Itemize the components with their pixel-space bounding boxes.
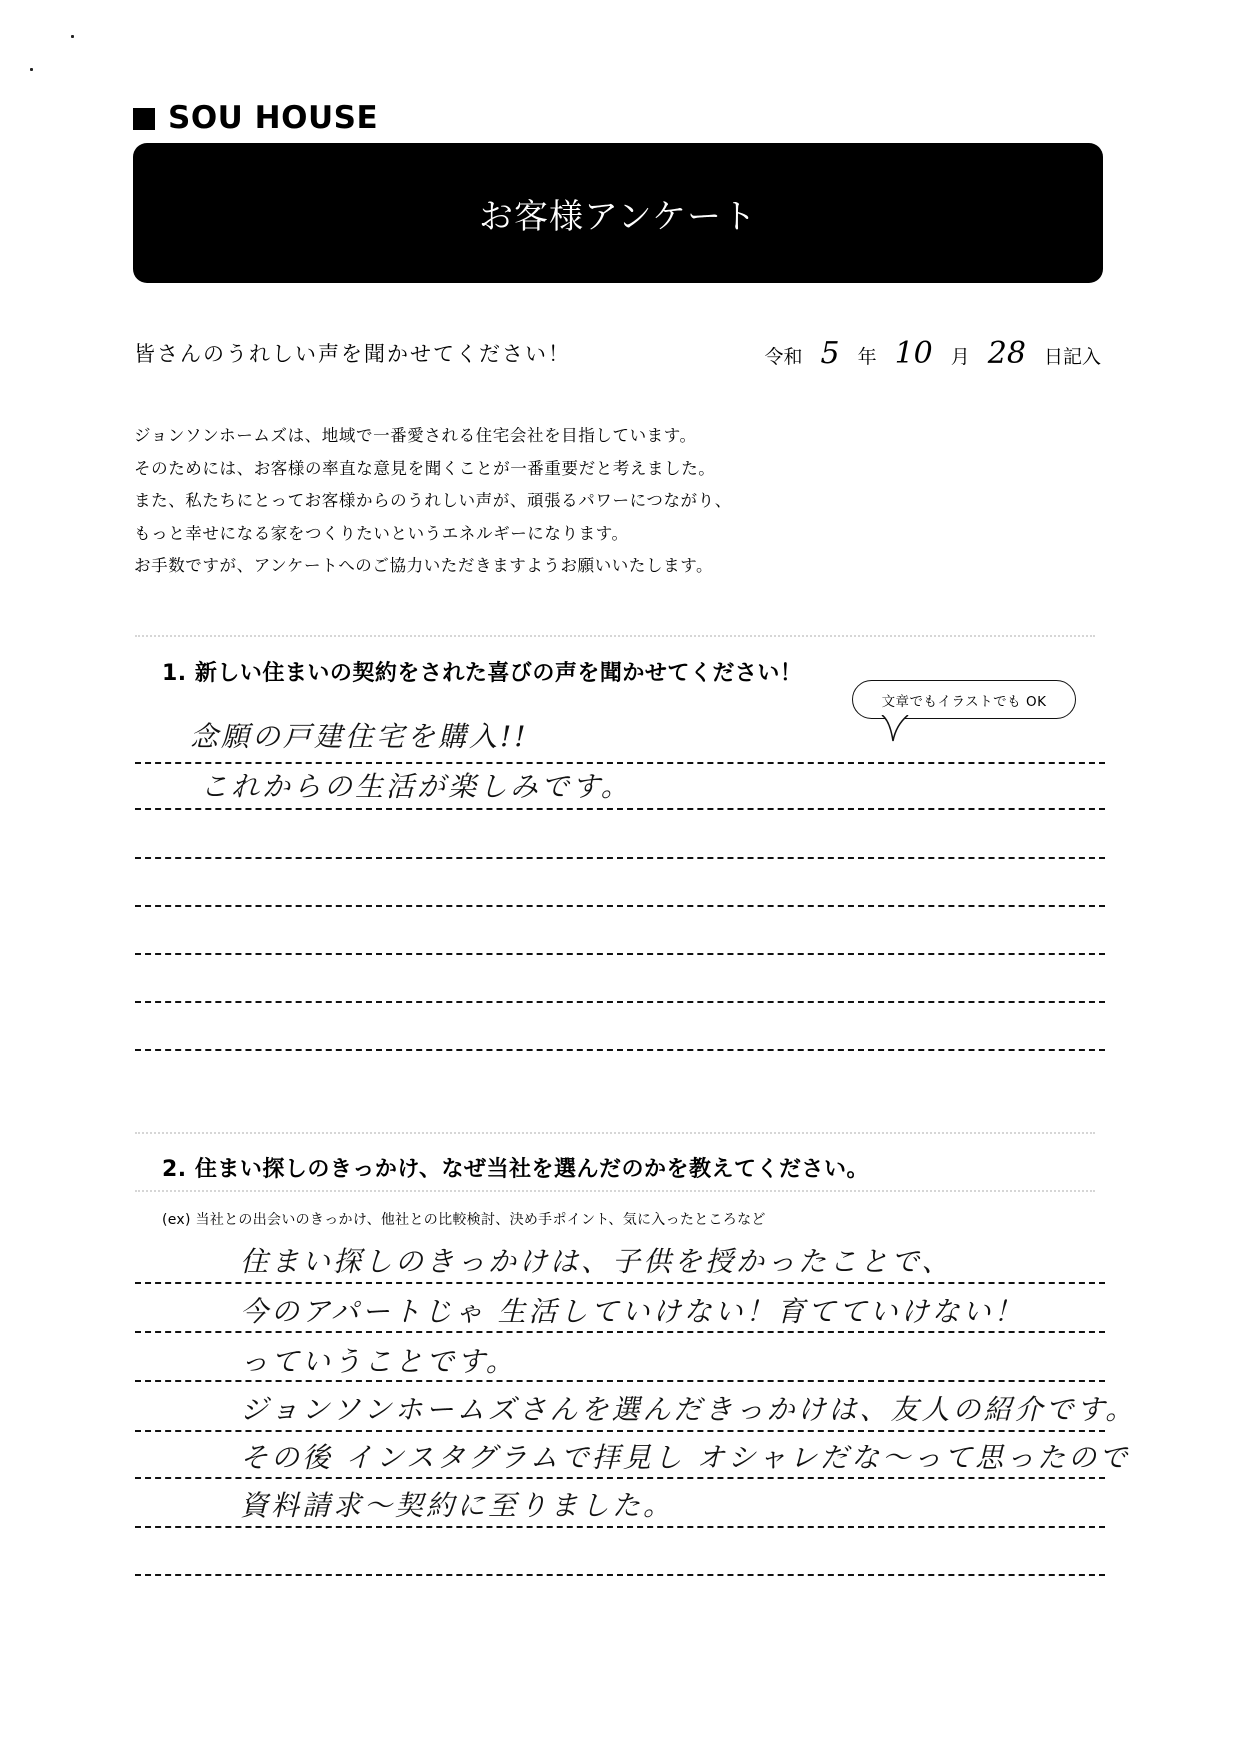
answer-rule [135,1380,1105,1382]
intro-line: もっと幸せになる家をつくりたいというエネルギーになります。 [134,523,629,543]
question-2-answer-line[interactable]: 今のアパートじゃ 生活していけない！育てていけない！ [240,1295,1025,1328]
intro-line: ジョンソンホームズは、地域で一番愛される住宅会社を目指しています。 [134,426,697,445]
answer-rule [135,1282,1105,1284]
date-era: 令和 [764,346,803,368]
answer-rule [135,762,1105,764]
scan-speck [30,68,33,71]
answer-rule [135,1331,1105,1333]
question-2-answer-line[interactable]: ジョンソンホームズさんを選んだきっかけは、友人の紹介です。 [240,1393,1137,1426]
lead-text: 皆さんのうれしい声を聞かせてください！ [134,342,571,366]
question-2-answer-line[interactable]: 住まい探しのきっかけは、子供を授かったことで、 [240,1245,953,1278]
answer-rule [135,857,1105,859]
answer-rule [135,953,1105,955]
brand-name: SOU HOUSE [168,100,379,136]
scan-speck [71,35,74,38]
question-2-answer-line[interactable]: っていうことです。 [240,1345,517,1378]
hint-text: 文章でもイラストでも OK [881,693,1047,710]
answer-rule [135,905,1105,907]
section-divider [135,1132,1095,1134]
question-2-answer-line[interactable]: その後 インスタグラムで拝見し オシャレだな〜って思ったので [240,1441,1131,1474]
question-1-title: 1. 新しい住まいの契約をされた喜びの声を聞かせてください！ [162,661,803,686]
date-month-label: 月 [950,346,970,368]
intro-paragraph [134,420,732,583]
answer-rule [135,1574,1105,1576]
question-2-title: 2. 住まい探しのきっかけ、なぜ当社を選んだのかを教えてください。 [162,1157,869,1182]
answer-rule [135,1430,1105,1432]
date-field [764,336,1101,371]
answer-rule [135,808,1105,810]
brand-logo-icon [133,108,155,130]
page-title: お客様アンケート [479,196,757,237]
intro-line: また、私たちにとってお客様からのうれしい声が、頑張るパワーにつながり、 [134,491,732,510]
speech-bubble-tail-icon [880,715,910,743]
answer-rule [135,1049,1105,1051]
date-year-value[interactable]: 5 [820,336,840,371]
intro-line: お手数ですが、アンケートへのご協力いただきますようお願いいたします。 [134,556,714,575]
date-day-value[interactable]: 28 [987,336,1026,371]
date-month-value[interactable]: 10 [894,336,933,371]
section-divider [135,1190,1095,1192]
question-1-answer-line[interactable]: 念願の戸建住宅を購入!! [190,720,529,753]
answer-rule [135,1526,1105,1528]
question-1-answer-line[interactable]: これからの生活が楽しみです。 [200,770,632,803]
title-banner [133,143,1103,283]
question-2-example: (ex) 当社との出会いのきっかけ、他社との比較検討、決め手ポイント、気に入ったところなど [162,1212,766,1228]
hint-speech-bubble [852,680,1076,719]
answer-rule [135,1001,1105,1003]
section-divider [135,635,1095,637]
date-year-label: 年 [857,346,877,368]
answer-rule [135,1477,1105,1479]
question-2-answer-line[interactable]: 資料請求〜契約に至りました。 [240,1489,675,1522]
date-day-label: 日記入 [1043,346,1101,368]
intro-line: そのためには、お客様の率直な意見を聞くことが一番重要だと考えました。 [134,458,716,478]
